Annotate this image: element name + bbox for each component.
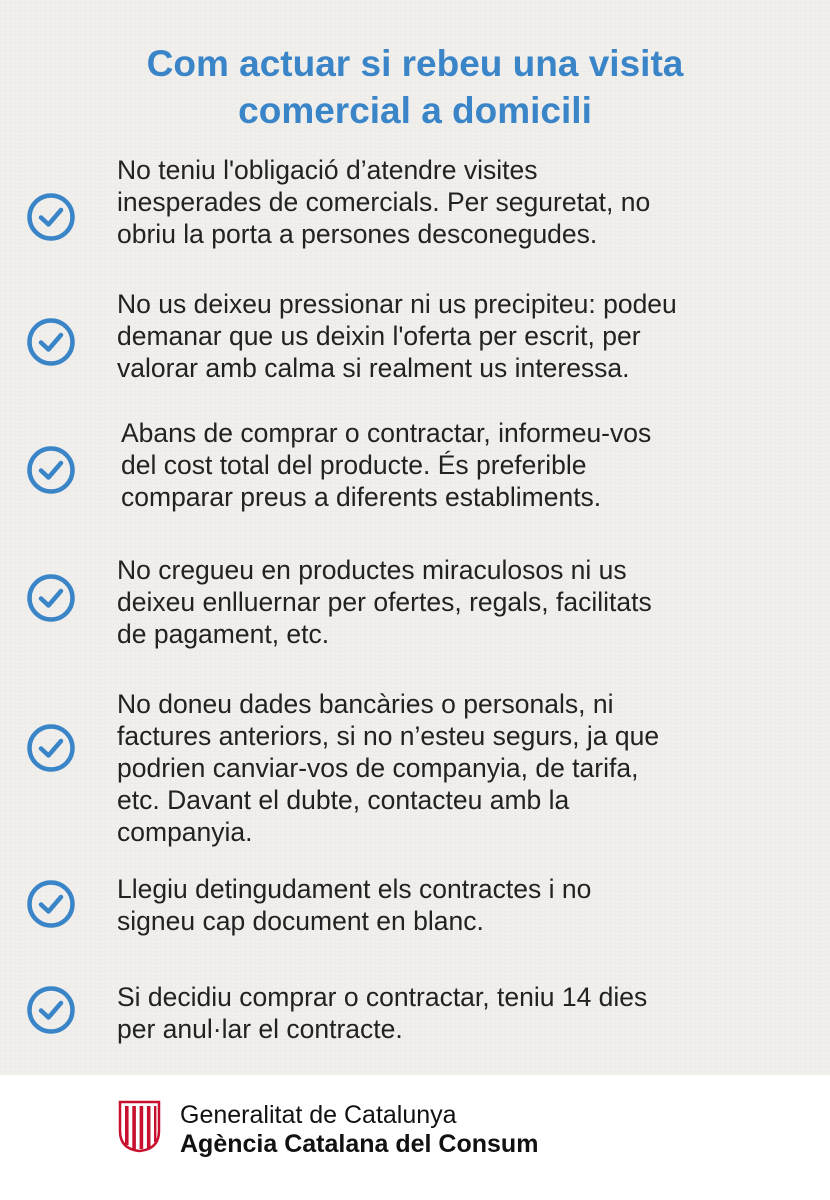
check-circle-icon	[26, 192, 76, 242]
tip-text: No teniu l'obligació d’atendre visites inesperades de comercials. Per seguretat, no obriu la porta a persones desconegudes.	[117, 155, 651, 249]
check-circle-icon	[26, 317, 76, 367]
tip-text: No cregueu en productes miraculosos ni us deixeu enlluernar per ofertes, regals, facilitats de pagament, etc.	[117, 555, 652, 649]
footer	[0, 1075, 830, 1200]
tip-text: No doneu dades bancàries o personals, ni factures anteriors, si no n’esteu segurs, ja que podrien canviar-vos de companyia, de tarifa, etc. Davant el dubte, contacteu amb la companyia.	[117, 689, 660, 847]
agency-name: Agència Catalana del Consum	[180, 1130, 539, 1158]
title-line-2: comercial a domicili	[238, 90, 592, 131]
tip-text: Llegiu detingudament els contractes i no signeu cap document en blanc.	[117, 874, 592, 936]
tip-text: Abans de comprar o contractar, informeu-vos del cost total del producte. És preferible comparar preus a diferents establiments.	[121, 418, 652, 512]
check-circle-icon	[26, 445, 76, 495]
page-title	[0, 40, 830, 134]
check-circle-icon	[26, 985, 76, 1035]
title-line-1: Com actuar si rebeu una visita	[146, 43, 684, 84]
tip-text: No us deixeu pressionar ni us precipiteu: podeu demanar que us deixin l'oferta per escrit, per valorar amb calma si realment us interessa.	[117, 289, 677, 383]
org-name: Generalitat de Catalunya	[180, 1101, 457, 1129]
tip-text: Si decidiu comprar o contractar, teniu 14 dies per anul·lar el contracte.	[117, 982, 648, 1044]
check-circle-icon	[26, 573, 76, 623]
check-circle-icon	[26, 723, 76, 773]
generalitat-seal-icon	[118, 1100, 161, 1153]
check-circle-icon	[26, 879, 76, 929]
